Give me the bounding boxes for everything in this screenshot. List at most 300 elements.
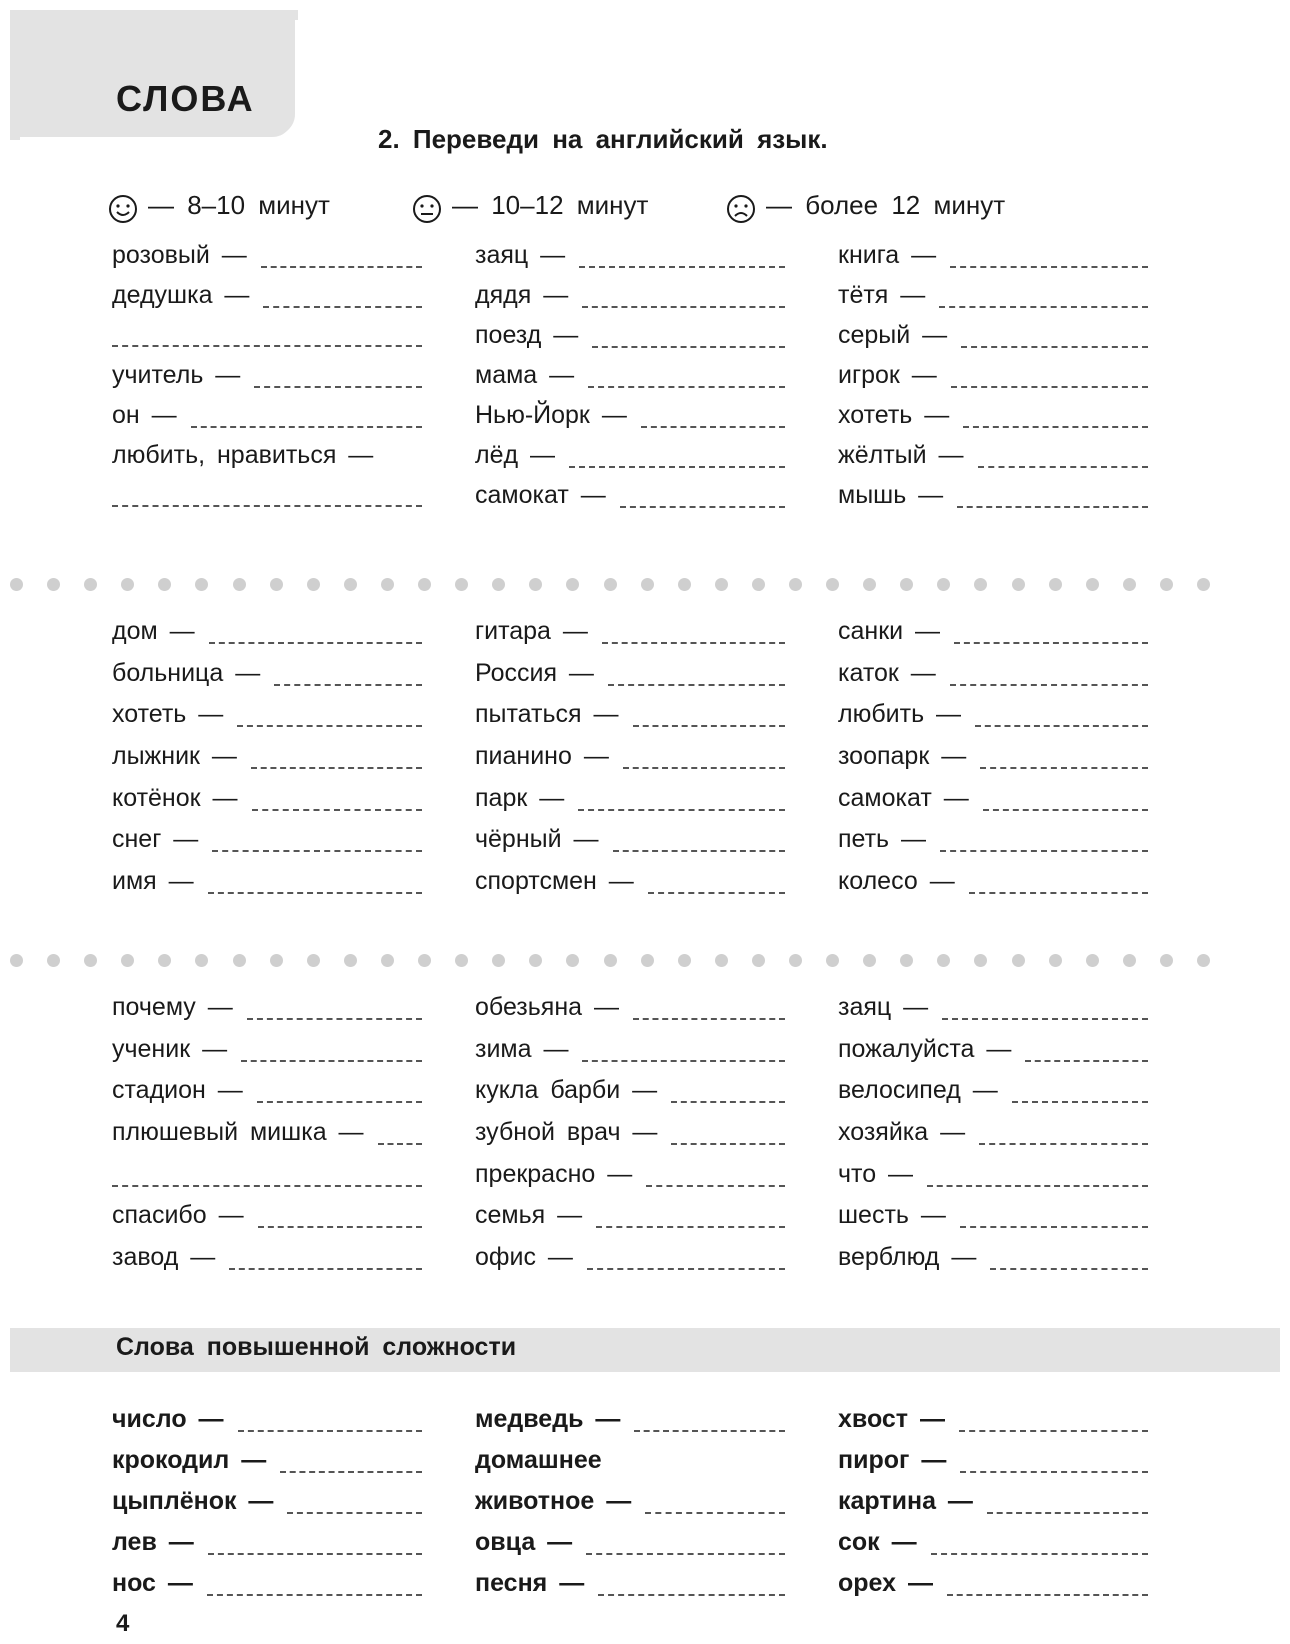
- word-row: [838, 1117, 1148, 1157]
- word-row: [475, 1242, 785, 1282]
- word-row: [112, 783, 422, 823]
- answer-line[interactable]: [983, 809, 1148, 811]
- divider-dot: [1012, 578, 1025, 591]
- divider-dot: [344, 578, 357, 591]
- word-row: [475, 440, 785, 480]
- answer-line[interactable]: [247, 1018, 422, 1020]
- answer-line[interactable]: [258, 1226, 422, 1228]
- answer-line[interactable]: [634, 1430, 785, 1432]
- divider-dot: [715, 578, 728, 591]
- section-title: СЛОВА: [116, 78, 255, 119]
- word-prompt: овца —: [475, 1528, 573, 1556]
- word-prompt: дедушка —: [112, 281, 250, 309]
- word-row: [838, 360, 1148, 400]
- answer-line[interactable]: [633, 1018, 785, 1020]
- answer-line[interactable]: [939, 306, 1148, 308]
- divider-dot: [566, 954, 579, 967]
- answer-line[interactable]: [646, 1185, 785, 1187]
- neutral-face-icon: [412, 194, 442, 224]
- divider-dot: [10, 954, 23, 967]
- answer-line[interactable]: [212, 850, 422, 852]
- divider-dot: [566, 578, 579, 591]
- word-row: [838, 1242, 1148, 1282]
- word-row: [475, 824, 785, 864]
- timing-slow: [726, 186, 1005, 224]
- divider-dot: [937, 578, 950, 591]
- answer-line[interactable]: [280, 1471, 422, 1473]
- divider-dot: [158, 578, 171, 591]
- word-row: [838, 992, 1148, 1032]
- word-prompt: зима —: [475, 1035, 569, 1063]
- word-prompt: серый —: [838, 321, 948, 349]
- dotted-divider: [10, 578, 1210, 592]
- answer-line[interactable]: [940, 850, 1148, 852]
- timing-medium-text: — 10–12 минут: [452, 189, 649, 220]
- word-row: [838, 1034, 1148, 1074]
- word-prompt: любить —: [838, 700, 962, 728]
- answer-line[interactable]: [582, 1060, 785, 1062]
- answer-line[interactable]: [209, 642, 422, 644]
- divider-dot: [158, 954, 171, 967]
- task-heading: 2. Переведи на английский язык.: [378, 124, 828, 154]
- timing-fast: [108, 186, 330, 224]
- word-row: [112, 240, 422, 280]
- word-prompt: колесо —: [838, 867, 955, 895]
- answer-line[interactable]: [608, 684, 785, 686]
- word-row: [112, 1404, 422, 1444]
- divider-dot: [455, 578, 468, 591]
- word-prompt: сок —: [838, 1528, 917, 1556]
- divider-dot: [195, 578, 208, 591]
- word-prompt: лыжник —: [112, 742, 237, 770]
- word-row: [838, 699, 1148, 739]
- answer-line[interactable]: [191, 426, 422, 428]
- word-row: [838, 658, 1148, 698]
- answer-line[interactable]: [112, 345, 422, 347]
- answer-line[interactable]: [579, 266, 785, 268]
- word-prompt: хвост —: [838, 1405, 945, 1433]
- divider-dot: [826, 954, 839, 967]
- word-prompt: цыплёнок —: [112, 1487, 274, 1515]
- answer-line[interactable]: [112, 1185, 422, 1187]
- divider-dot: [900, 578, 913, 591]
- word-prompt: домашнее: [475, 1446, 602, 1474]
- word-prompt: Россия —: [475, 659, 594, 687]
- answer-line[interactable]: [951, 386, 1148, 388]
- word-prompt: хозяйка —: [838, 1118, 966, 1146]
- answer-line[interactable]: [927, 1185, 1148, 1187]
- answer-line[interactable]: [586, 1553, 785, 1555]
- divider-dot: [10, 578, 23, 591]
- word-row: [475, 480, 785, 520]
- word-row: [112, 400, 422, 440]
- word-row: [838, 280, 1148, 320]
- word-prompt: пожалуйста —: [838, 1035, 1012, 1063]
- word-row: [475, 992, 785, 1032]
- divider-dot: [789, 578, 802, 591]
- answer-line[interactable]: [587, 1268, 785, 1270]
- answer-line[interactable]: [671, 1101, 785, 1103]
- divider-dot: [492, 954, 505, 967]
- word-row: [838, 866, 1148, 906]
- answer-line[interactable]: [954, 642, 1148, 644]
- word-prompt: больница —: [112, 659, 261, 687]
- word-prompt: заяц —: [475, 241, 566, 269]
- divider-dot: [863, 954, 876, 967]
- word-prompt: тётя —: [838, 281, 926, 309]
- divider-dot: [715, 954, 728, 967]
- divider-dot: [47, 954, 60, 967]
- answer-line[interactable]: [1012, 1101, 1148, 1103]
- word-row: [838, 240, 1148, 280]
- word-prompt: спортсмен —: [475, 867, 634, 895]
- word-row: [838, 741, 1148, 781]
- page-number: 4: [116, 1610, 130, 1637]
- answer-line[interactable]: [963, 426, 1148, 428]
- word-prompt: обезьяна —: [475, 993, 619, 1021]
- answer-line[interactable]: [287, 1512, 422, 1514]
- word-prompt: хотеть —: [112, 700, 224, 728]
- word-row: [475, 1568, 785, 1608]
- divider-dot: [604, 954, 617, 967]
- divider-dot: [604, 578, 617, 591]
- word-prompt: он —: [112, 401, 177, 429]
- answer-line[interactable]: [261, 266, 422, 268]
- word-row: [112, 280, 422, 320]
- word-row: [112, 1445, 422, 1485]
- divider-dot: [1012, 954, 1025, 967]
- answer-line[interactable]: [378, 1143, 422, 1145]
- word-row: [475, 1445, 785, 1485]
- divider-dot: [678, 954, 691, 967]
- word-prompt: пытаться —: [475, 700, 619, 728]
- divider-dot: [84, 578, 97, 591]
- divider-dot: [900, 954, 913, 967]
- word-prompt: заяц —: [838, 993, 929, 1021]
- word-prompt: что —: [838, 1160, 914, 1188]
- answer-line[interactable]: [582, 306, 785, 308]
- word-prompt: книга —: [838, 241, 937, 269]
- answer-line[interactable]: [208, 892, 422, 894]
- word-row: [112, 1034, 422, 1074]
- answer-line[interactable]: [980, 767, 1148, 769]
- divider-dot: [529, 954, 542, 967]
- word-prompt: животное —: [475, 1487, 632, 1515]
- answer-line[interactable]: [633, 725, 786, 727]
- answer-line[interactable]: [990, 1268, 1148, 1270]
- divider-dot: [641, 578, 654, 591]
- word-row: [475, 783, 785, 823]
- divider-dot: [678, 578, 691, 591]
- word-row: [475, 360, 785, 400]
- word-row: [838, 1404, 1148, 1444]
- word-row: [838, 1568, 1148, 1608]
- word-row: [112, 699, 422, 739]
- word-prompt: Нью-Йорк —: [475, 401, 627, 429]
- word-row: [112, 1568, 422, 1608]
- word-prompt: котёнок —: [112, 784, 238, 812]
- answer-line[interactable]: [648, 892, 785, 894]
- answer-line[interactable]: [975, 725, 1148, 727]
- word-prompt: хотеть —: [838, 401, 950, 429]
- answer-line[interactable]: [959, 1430, 1148, 1432]
- answer-line[interactable]: [588, 386, 785, 388]
- answer-line[interactable]: [961, 346, 1148, 348]
- divider-dot: [789, 954, 802, 967]
- word-row: [112, 1242, 422, 1282]
- answer-line[interactable]: [1025, 1060, 1148, 1062]
- answer-line[interactable]: [960, 1471, 1148, 1473]
- divider-dot: [826, 578, 839, 591]
- answer-line[interactable]: [257, 1101, 422, 1103]
- word-row: [475, 1404, 785, 1444]
- word-prompt: ученик —: [112, 1035, 228, 1063]
- word-row: [838, 1159, 1148, 1199]
- word-prompt: розовый —: [112, 241, 247, 269]
- answer-line[interactable]: [602, 642, 785, 644]
- word-prompt: почему —: [112, 993, 233, 1021]
- divider-dot: [641, 954, 654, 967]
- word-prompt: плюшевый мишка —: [112, 1118, 364, 1146]
- word-row: [112, 741, 422, 781]
- divider-dot: [381, 954, 394, 967]
- divider-dot: [1197, 578, 1210, 591]
- word-prompt: число —: [112, 1405, 224, 1433]
- word-prompt: орех —: [838, 1569, 933, 1597]
- divider-dot: [492, 578, 505, 591]
- answer-line[interactable]: [969, 892, 1148, 894]
- word-row: [475, 280, 785, 320]
- divider-dot: [974, 578, 987, 591]
- word-prompt: песня —: [475, 1569, 585, 1597]
- answer-line[interactable]: [274, 684, 422, 686]
- word-row: [475, 866, 785, 906]
- word-row: [112, 1486, 422, 1526]
- divider-dot: [752, 578, 765, 591]
- answer-line[interactable]: [960, 1226, 1148, 1228]
- answer-line[interactable]: [957, 506, 1148, 508]
- word-row: [838, 1445, 1148, 1485]
- word-row: [475, 400, 785, 440]
- answer-line[interactable]: [251, 767, 422, 769]
- word-prompt: медведь —: [475, 1405, 621, 1433]
- answer-line[interactable]: [238, 1430, 422, 1432]
- word-prompt: имя —: [112, 867, 194, 895]
- word-row: [112, 1527, 422, 1567]
- answer-line[interactable]: [592, 346, 785, 348]
- word-row: [838, 1075, 1148, 1115]
- word-row: [112, 1117, 422, 1157]
- word-prompt: верблюд —: [838, 1243, 977, 1271]
- word-row: [475, 320, 785, 360]
- answer-line[interactable]: [263, 306, 422, 308]
- word-prompt: санки —: [838, 617, 941, 645]
- word-prompt: картина —: [838, 1487, 973, 1515]
- divider-dot: [1086, 578, 1099, 591]
- divider-dot: [1049, 954, 1062, 967]
- word-prompt: жёлтый —: [838, 441, 964, 469]
- answer-line[interactable]: [987, 1512, 1148, 1514]
- word-row: [838, 480, 1148, 520]
- timing-fast-text: — 8–10 минут: [148, 189, 330, 220]
- word-prompt: любить, нравиться —: [112, 441, 374, 469]
- word-row: [475, 1527, 785, 1567]
- word-row: [838, 400, 1148, 440]
- word-row: [112, 866, 422, 906]
- word-row: [112, 1075, 422, 1115]
- divider-dot: [1160, 954, 1173, 967]
- answer-line[interactable]: [207, 1594, 422, 1596]
- word-row: [475, 699, 785, 739]
- word-prompt: стадион —: [112, 1076, 243, 1104]
- answer-line[interactable]: [237, 725, 422, 727]
- word-row: [112, 658, 422, 698]
- word-row: [112, 1200, 422, 1240]
- answer-line[interactable]: [950, 684, 1148, 686]
- divider-dot: [418, 578, 431, 591]
- word-row: [475, 741, 785, 781]
- divider-dot: [529, 578, 542, 591]
- answer-line[interactable]: [578, 809, 785, 811]
- divider-dot: [270, 578, 283, 591]
- divider-dot: [1086, 954, 1099, 967]
- word-prompt: дядя —: [475, 281, 569, 309]
- divider-dot: [455, 954, 468, 967]
- divider-dot: [1160, 578, 1173, 591]
- answer-line[interactable]: [241, 1060, 422, 1062]
- divider-dot: [1197, 954, 1210, 967]
- word-prompt: учитель —: [112, 361, 241, 389]
- divider-dot: [1123, 954, 1136, 967]
- divider-dot: [344, 954, 357, 967]
- word-row: [838, 783, 1148, 823]
- answer-line[interactable]: [979, 1143, 1148, 1145]
- hard-words-title: Слова повышенной сложности: [116, 1333, 517, 1361]
- word-prompt: мышь —: [838, 481, 944, 509]
- divider-dot: [974, 954, 987, 967]
- answer-line[interactable]: [613, 850, 785, 852]
- word-row: [475, 1486, 785, 1526]
- answer-line[interactable]: [569, 466, 785, 468]
- divider-dot: [121, 578, 134, 591]
- word-prompt: пирог —: [838, 1446, 947, 1474]
- word-prompt: самокат —: [475, 481, 606, 509]
- divider-dot: [47, 578, 60, 591]
- answer-line[interactable]: [978, 466, 1148, 468]
- word-prompt: лёд —: [475, 441, 556, 469]
- answer-line[interactable]: [596, 1226, 785, 1228]
- word-row: [838, 320, 1148, 360]
- answer-line[interactable]: [645, 1512, 785, 1514]
- word-row: [838, 616, 1148, 656]
- dotted-divider: [10, 954, 1210, 968]
- word-prompt: зоопарк —: [838, 742, 967, 770]
- answer-line[interactable]: [931, 1553, 1148, 1555]
- word-row: [475, 1075, 785, 1115]
- divider-dot: [121, 954, 134, 967]
- word-prompt: семья —: [475, 1201, 583, 1229]
- divider-dot: [381, 578, 394, 591]
- word-prompt: игрок —: [838, 361, 937, 389]
- divider-dot: [418, 954, 431, 967]
- word-prompt: велосипед —: [838, 1076, 998, 1104]
- answer-line[interactable]: [598, 1594, 785, 1596]
- divider-dot: [270, 954, 283, 967]
- word-row: [112, 992, 422, 1032]
- word-row: [112, 616, 422, 656]
- word-row: [475, 658, 785, 698]
- answer-line[interactable]: [229, 1268, 422, 1270]
- answer-line[interactable]: [208, 1553, 422, 1555]
- answer-line[interactable]: [252, 809, 422, 811]
- word-prompt: дом —: [112, 617, 195, 645]
- divider-dot: [307, 578, 320, 591]
- word-row: [475, 616, 785, 656]
- word-row: [838, 440, 1148, 480]
- word-prompt: мама —: [475, 361, 575, 389]
- word-prompt: чёрный —: [475, 825, 599, 853]
- divider-dot: [937, 954, 950, 967]
- answer-line[interactable]: [620, 506, 785, 508]
- divider-dot: [233, 578, 246, 591]
- word-prompt: снег —: [112, 825, 199, 853]
- answer-line[interactable]: [947, 1594, 1148, 1596]
- word-prompt: кукла барби —: [475, 1076, 658, 1104]
- word-prompt: парк —: [475, 784, 565, 812]
- word-row: [475, 1200, 785, 1240]
- word-row: [475, 1117, 785, 1157]
- divider-dot: [307, 954, 320, 967]
- answer-line[interactable]: [623, 767, 785, 769]
- divider-dot: [195, 954, 208, 967]
- word-prompt: самокат —: [838, 784, 969, 812]
- word-prompt: лев —: [112, 1528, 194, 1556]
- word-prompt: поезд —: [475, 321, 579, 349]
- sad-face-icon: [726, 194, 756, 224]
- word-prompt: петь —: [838, 825, 927, 853]
- word-prompt: зубной врач —: [475, 1118, 658, 1146]
- divider-dot: [752, 954, 765, 967]
- word-prompt: шесть —: [838, 1201, 946, 1229]
- word-row: [838, 1486, 1148, 1526]
- timing-medium: [412, 186, 648, 224]
- word-prompt: пианино —: [475, 742, 609, 770]
- word-row: [838, 824, 1148, 864]
- divider-dot: [1123, 578, 1136, 591]
- section-tab: [10, 10, 298, 140]
- answer-line[interactable]: [942, 1018, 1148, 1020]
- divider-dot: [84, 954, 97, 967]
- word-prompt: завод —: [112, 1243, 216, 1271]
- word-prompt: офис —: [475, 1243, 573, 1271]
- word-row: [475, 1034, 785, 1074]
- word-prompt: каток —: [838, 659, 936, 687]
- word-row: [838, 1527, 1148, 1567]
- divider-dot: [1049, 578, 1062, 591]
- answer-line[interactable]: [254, 386, 422, 388]
- word-row: [475, 1159, 785, 1199]
- word-prompt: нос —: [112, 1569, 193, 1597]
- word-prompt: гитара —: [475, 617, 588, 645]
- answer-line[interactable]: [671, 1143, 785, 1145]
- answer-line[interactable]: [112, 505, 422, 507]
- word-prompt: крокодил —: [112, 1446, 267, 1474]
- divider-dot: [863, 578, 876, 591]
- timing-slow-text: — более 12 минут: [766, 189, 1006, 220]
- answer-line[interactable]: [950, 266, 1148, 268]
- word-prompt: спасибо —: [112, 1201, 244, 1229]
- answer-line[interactable]: [641, 426, 785, 428]
